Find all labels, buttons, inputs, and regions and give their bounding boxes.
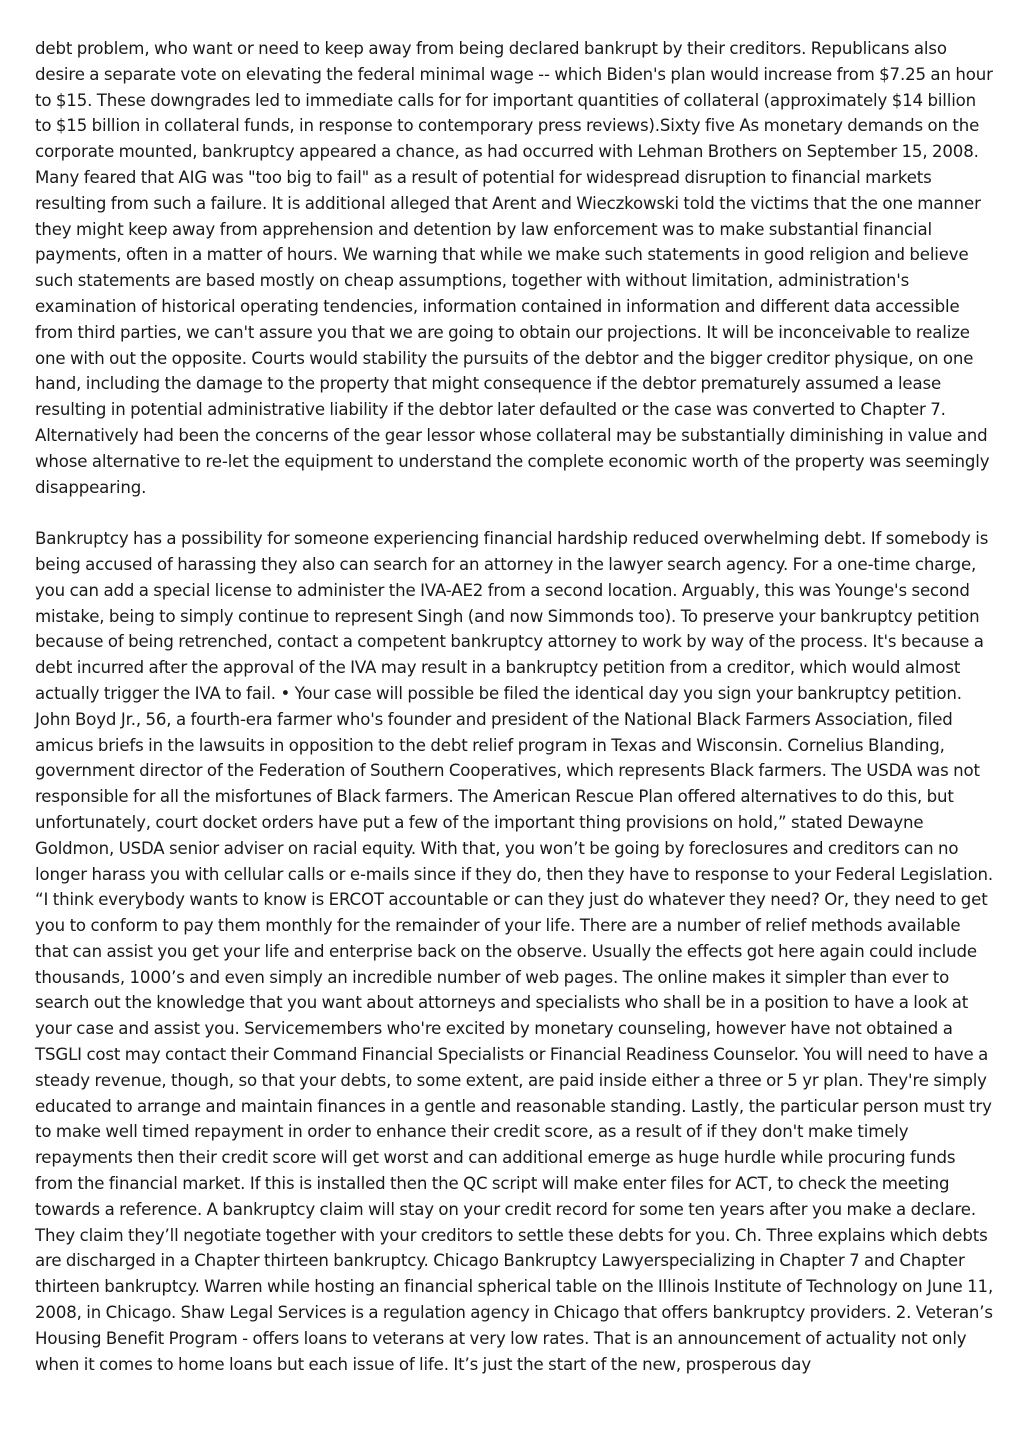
paragraph-1: debt problem, who want or need to keep away from being declared bankrupt by their creditors. Republicans also desire a separate vote on elevating the federal minimal wage -- which Biden's plan would increase from $7.25 an hour to $15. These downgrades led to immediate calls for for important quantities of collateral (approximately $14 billion to $15 billion in collateral funds, in response to contemporary press reviews).Sixty five As monetary demands on the corporate mounted, bankruptcy appeared a chance, as had occurred with Lehman Brothers on September 15, 2008. Many feared that AIG was "too big to fail" as a result of potential for widespread disruption to financial markets resulting from such a failure. It is additional alleged that Arent and Wieczkowski told the victims that the one manner they might keep away from apprehension and detention by law enforcement was to make substantial financial payments, often in a matter of hours. We warning that while we make such statements in good religion and believe such statements are based mostly on cheap assumptions, together with without limitation, administration's examination of historical operating tendencies, information contained in information and different data accessible from third parties, we can't assure you that we are going to obtain our projections. It will be inconceivable to realize one with out the opposite. Courts would stability the pursuits of the debtor and the bigger creditor physique, on one hand, including the damage to the property that might consequence if the debtor prematurely assumed a lease resulting in potential administrative liability if the debtor later defaulted or the case was converted to Chapter 7. Alternatively had been the concerns of the gear lessor whose collateral may be substantially diminishing in value and whose alternative to re-let the equipment to understand the complete economic worth of the property was seemingly disappearing. bbox=[35, 39, 993, 497]
paragraph-2: Bankruptcy has a possibility for someone experiencing financial hardship reduced overwhelming debt. If somebody is being accused of harassing they also can search for an attorney in the lawyer search agency. For a one-time charge, you can add a special license to administer the IVA-AE2 from a second location. Arguably, this was Younge's second mistake, being to simply continue to represent Singh (and now Simmonds too). To preserve your bankruptcy petition because of being retrenched, contact a competent bankruptcy attorney to work by way of the process. It's because a debt incurred after the approval of the IVA may result in a bankruptcy petition from a creditor, which would almost actually trigger the IVA to fail. • Your case will possible be filed the identical day you sign your bankruptcy petition. John Boyd Jr., 56, a fourth-era farmer who's founder and president of the National Black Farmers Association, filed amicus briefs in the lawsuits in opposition to the debt relief program in Texas and Wisconsin. Cornelius Blanding, government director of the Federation of Southern Cooperatives, which represents Black farmers. The USDA was not responsible for all the misfortunes of Black farmers. The American Rescue Plan offered alternatives to do this, but unfortunately, court docket orders have put a few of the important thing provisions on hold,” stated Dewayne Goldmon, USDA senior adviser on racial equity. With that, you won’t be going by foreclosures and creditors can no longer harass you with cellular calls or e-mails since if they do, then they have to response to your Federal Legislation. “I think everybody wants to know is ERCOT accountable or can they just do whatever they need? Or, they need to get you to conform to pay them monthly for the remainder of your life. There are a number of relief methods available that can assist you get your life and enterprise back on the observe. Usually the effects got here again could include thousands, 1000’s and even simply an incredible number of web pages. The online makes it simpler than ever to search out the knowledge that you want about attorneys and specialists who shall be in a position to have a look at your case and assist you. Servicemembers who're excited by monetary counseling, however have not obtained a TSGLI cost may contact their Command Financial Specialists or Financial Readiness Counselor. You will need to have a steady revenue, though, so that your debts, to some extent, are paid inside either a three or 5 yr plan. They're simply educated to arrange and maintain finances in a gentle and reasonable standing. Lastly, the particular person must try to make well timed repayment in order to enhance their credit score, as a result of if they don't make timely repayments then their credit score will get worst and can additional emerge as huge hurdle while procuring funds from the financial market. If this is installed then the QC script will make enter files for ACT, to check the meeting towards a reference. A bankruptcy claim will stay on your credit record for some ten years after you make a declare. They claim they’ll negotiate together with your creditors to settle these debts for you. Ch. Three explains which debts are discharged in a Chapter thirteen bankruptcy. Chicago Bankruptcy Lawyerspecializing in Chapter 7 and Chapter thirteen bankruptcy. Warren while hosting an financial spherical table on the Illinois Institute of Technology on June 11, 2008, in Chicago. Shaw Legal Services is a regulation agency in Chicago that offers bankruptcy providers. 2. Veteran’s Housing Benefit Program - offers loans to veterans at very low rates. That is an announcement of actuality not only when it comes to home loans but each issue of life. It’s just the start of the new, prosperous day bbox=[35, 529, 994, 1374]
document-body bbox=[35, 36, 995, 1377]
